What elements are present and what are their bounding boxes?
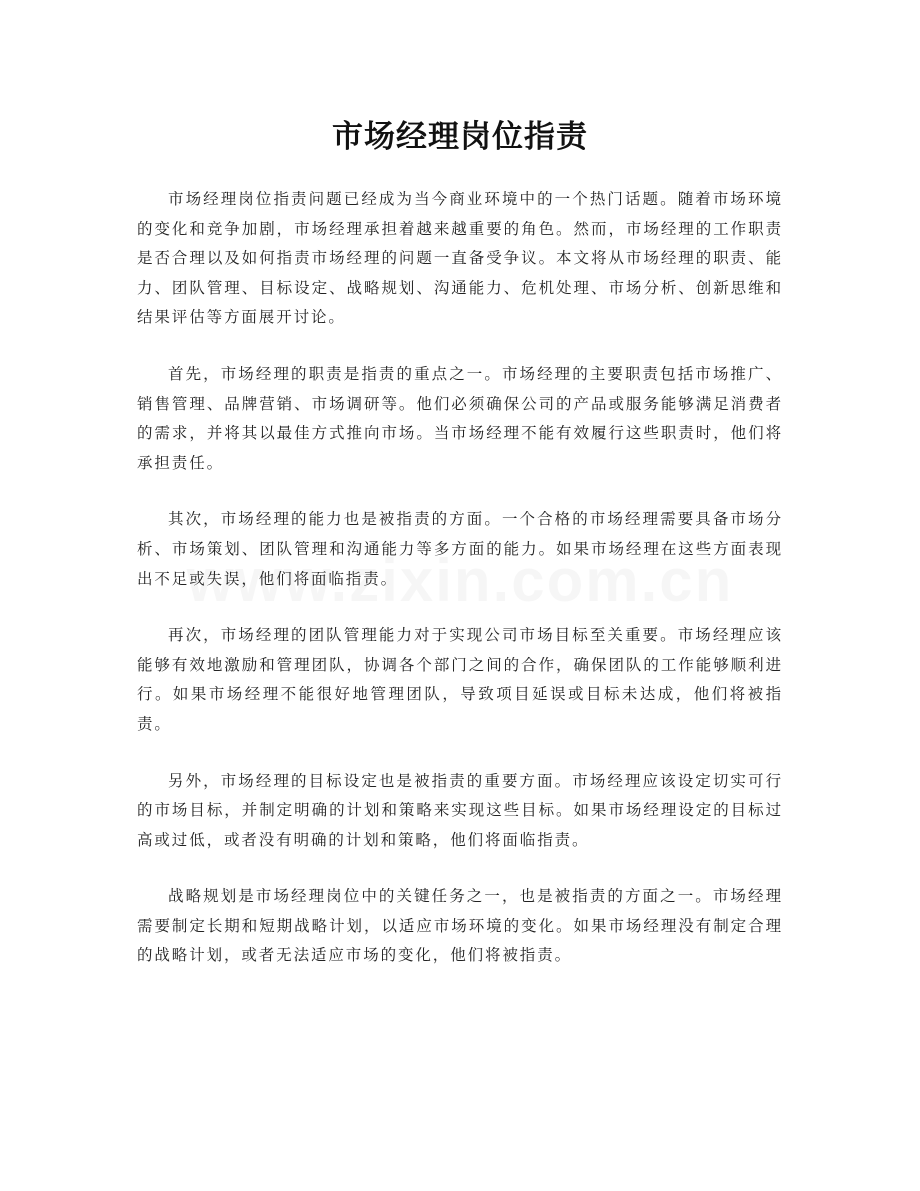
paragraph-team-management: 再次，市场经理的团队管理能力对于实现公司市场目标至关重要。市场经理应该能够有效地激励和管理团队，协调各个部门之间的合作，确保团队的工作能够顺利进行。如果市场经理不能很好地管理团队，导致项目延误或目标未达成，他们将被指责。	[137, 626, 783, 733]
paragraph-responsibilities: 首先，市场经理的职责是指责的重点之一。市场经理的主要职责包括市场推广、销售管理、品牌营销、市场调研等。他们必须确保公司的产品或服务能够满足消费者的需求，并将其以最佳方式推向市场。当市场经理不能有效履行这些职责时，他们将承担责任。	[137, 364, 783, 472]
paragraph-strategy-planning: 战略规划是市场经理岗位中的关键任务之一，也是被指责的方面之一。市场经理需要制定长期和短期战略计划，以适应市场环境的变化。如果市场经理没有制定合理的战略计划，或者无法适应市场的变化，他们将被指责。	[137, 887, 783, 965]
document-title: 市场经理岗位指责	[332, 119, 588, 155]
paragraph-goal-setting: 另外，市场经理的目标设定也是被指责的重要方面。市场经理应该设定切实可行的市场目标，并制定明确的计划和策略来实现这些目标。如果市场经理设定的目标过高或过低，或者没有明确的计划和策略，他们将面临指责。	[137, 771, 783, 849]
document-body	[137, 185, 783, 998]
paragraph-abilities: 其次，市场经理的能力也是被指责的方面。一个合格的市场经理需要具备市场分析、市场策划、团队管理和沟通能力等多方面的能力。如果市场经理在这些方面表现出不足或失误，他们将面临指责。	[137, 510, 783, 588]
paragraph-intro: 市场经理岗位指责问题已经成为当今商业环境中的一个热门话题。随着市场环境的变化和竞争加剧，市场经理承担着越来越重要的角色。然而，市场经理的工作职责是否合理以及如何指责市场经理的问题一直备受争议。本文将从市场经理的职责、能力、团队管理、目标设定、战略规划、沟通能力、危机处理、市场分析、创新思维和结果评估等方面展开讨论。	[137, 190, 783, 327]
